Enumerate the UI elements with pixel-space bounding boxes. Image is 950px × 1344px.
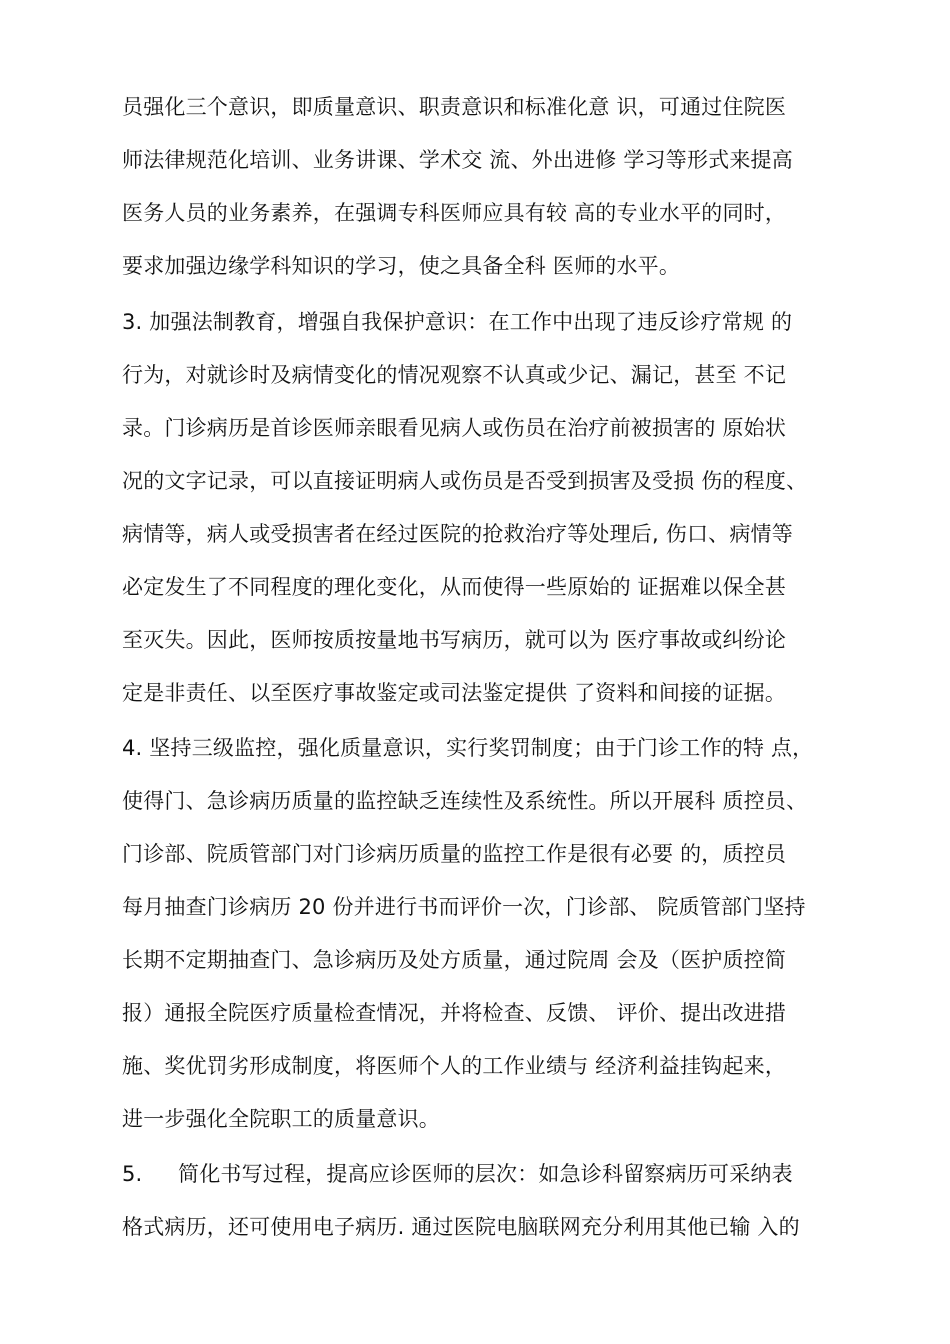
text-line: 门诊部、院质管部门对门诊病历质量的监控工作是很有必要 的，质控员	[122, 842, 787, 866]
text-line: 格式病历，还可使用电子病历. 通过医院电脑联网充分利用其他已输 入的	[122, 1215, 800, 1239]
text-line-item-4: 4. 坚持三级监控，强化质量意识，实行奖罚制度；由于门诊工作的特 点，	[122, 736, 814, 760]
text-line: 必定发生了不同程度的理化变化，从而使得一些原始的 证据难以保全甚	[122, 575, 787, 599]
text-line-item-3: 3. 加强法制教育，增强自我保护意识：在工作中出现了违反诊疗常规 的	[122, 310, 793, 334]
text-line: 施、奖优罚劣形成制度，将医师个人的工作业绩与 经济利益挂钩起来，	[122, 1054, 787, 1078]
text-line: 医务人员的业务素养，在强调专科医师应具有较 高的专业水平的同时，	[122, 201, 787, 225]
text-line: 行为，对就诊时及病情变化的情况观察不认真或少记、漏记，甚至 不记	[122, 363, 787, 387]
text-line-item-5	[0, 1159, 950, 1189]
text-line: 师法律规范化培训、业务讲课、学术交 流、外出进修 学习等形式来提高	[122, 148, 793, 172]
text-line: 要求加强边缘学科知识的学习，使之具备全科 医师的水平。	[122, 254, 681, 278]
text-line: 进一步强化全院职工的质量意识。	[122, 1107, 440, 1131]
text-line: 使得门、急诊病历质量的监控缺乏连续性及系统性。所以开展科 质控员、	[122, 789, 808, 813]
text-line: 至灭失。因此，医师按质按量地书写病历，就可以为 医疗事故或纠纷论	[122, 628, 787, 652]
text-line: 长期不定期抽查门、急诊病历及处方质量，通过院周 会及（医护质控简	[122, 948, 787, 972]
text-line: 报）通报全院医疗质量检查情况，并将检查、反馈、 评价、提出改进措	[122, 1001, 787, 1025]
text-line: 况的文字记录，可以直接证明病人或伤员是否受到损害及受损 伤的程度、	[122, 469, 808, 493]
text-line: 录。门诊病历是首诊医师亲眼看见病人或伤员在治疗前被损害的 原始状	[122, 416, 787, 440]
text-line: 病情等，病人或受损害者在经过医院的抢救治疗等处理后, 伤口、病情等	[122, 522, 793, 546]
item-text: 简化书写过程，提高应诊医师的层次：如急诊科留察病历可采纳表	[178, 1162, 793, 1186]
text-line: 定是非责任、以至医疗事故鉴定或司法鉴定提供 了资料和间接的证据。	[122, 681, 787, 705]
text-line: 员强化三个意识，即质量意识、职责意识和标准化意 识，可通过住院医	[122, 95, 787, 119]
text-line: 每月抽查门诊病历 20 份并进行书而评价一次，门诊部、 院质管部门坚持	[122, 895, 806, 919]
item-number: 5.	[122, 1162, 143, 1186]
